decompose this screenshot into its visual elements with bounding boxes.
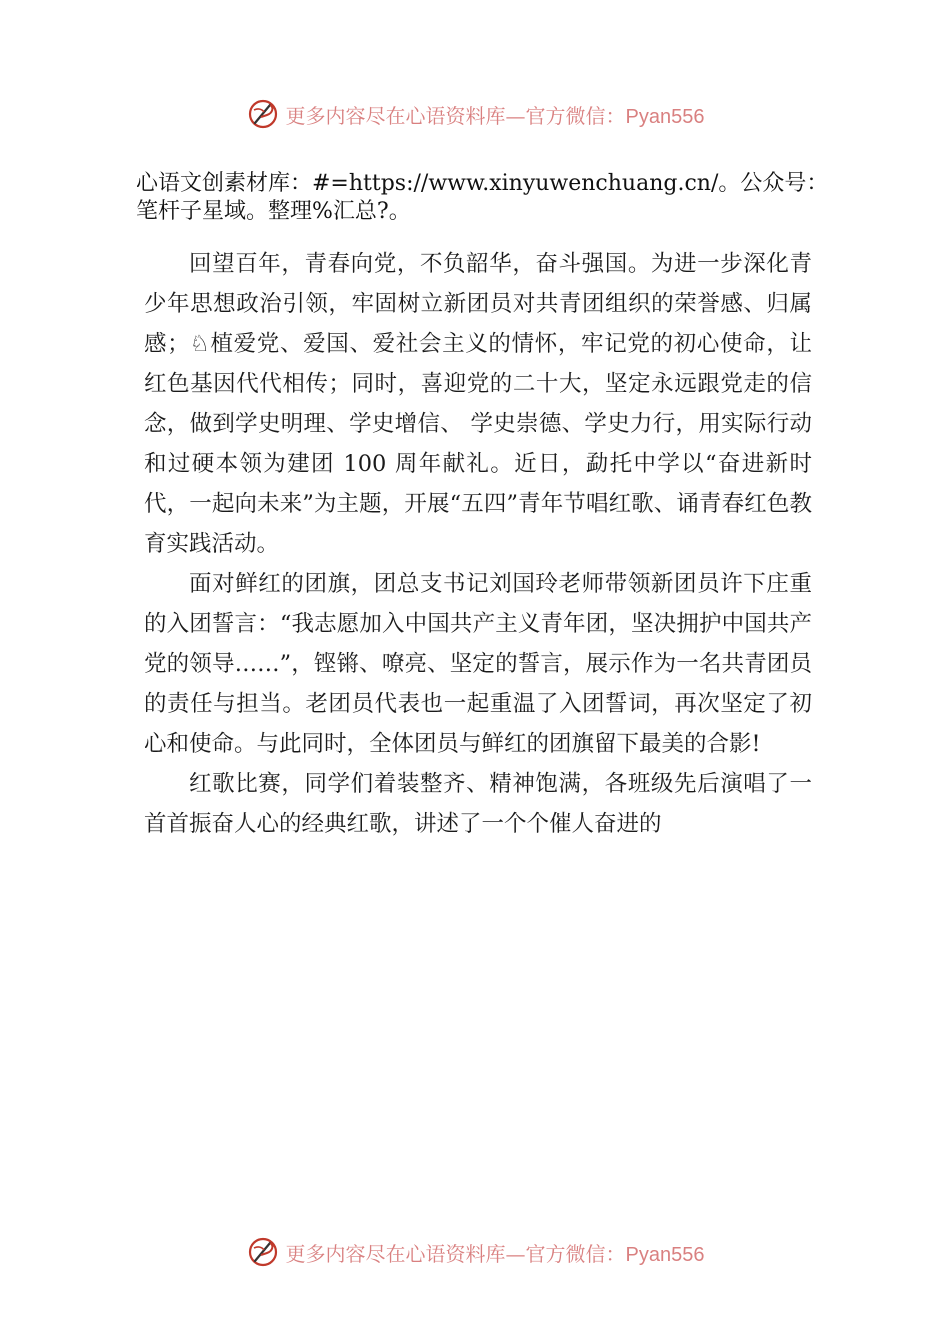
paragraph: 面对鲜红的团旗，团总支书记刘国玲老师带领新团员许下庄重的入团誓言：“我志愿加入中国共产主义青年团，坚决拥护中国共产党的领导……”，铿锵、嘹亮、坚定的誓言，展示作为一名共青团员的责任与担当。老团员代表也一起重温了入团誓词，再次坚定了初心和使命。与此同时，全体团员与鲜红的团旗留下最美的合影! bbox=[144, 571, 812, 757]
footer-wechat-id: Pyan556 bbox=[625, 1243, 705, 1266]
source-line: 心语文创素材库：#=https://www.xinyuwenchuang.cn/。公众号：笔杆子星域。整理%汇总?。 bbox=[136, 171, 829, 224]
quill-logo-icon bbox=[246, 97, 280, 131]
paragraph: 红歌比赛，同学们着装整齐、精神饱满，各班级先后演唱了一首首振奋人心的经典红歌，讲述了一个个催人奋进的 bbox=[144, 771, 812, 837]
footer-banner bbox=[0, 1232, 950, 1272]
header-slogan: 更多内容尽在心语资料库—官方微信：Pyan556 bbox=[285, 103, 705, 128]
paragraph: 回望百年，青春向党，不负韶华，奋斗强国。为进一步深化青少年思想政治引领，牢固树立新团员对共青团组织的荣誉感、归属感；♘植爱党、爱国、爱社会主义的情怀，牢记党的初心使命，让红色基因代代相传；同时，喜迎党的二十大，坚定永远跟党走的信念，做到学史明理、学史增信、 学史崇德、学史力行，用实际行动和过硬本领为建团 100 周年献礼。近日，勐托中学以“奋进新时代，一起向未来”为主题，开展“五四”青年节唱红歌、诵青春红色教育实践活动。 bbox=[144, 251, 812, 557]
quill-logo-icon bbox=[246, 1235, 280, 1269]
header-wechat-id: Pyan556 bbox=[625, 105, 705, 128]
header-banner bbox=[0, 94, 950, 134]
footer-slogan: 更多内容尽在心语资料库—官方微信：Pyan556 bbox=[285, 1241, 705, 1266]
article-body bbox=[144, 244, 812, 844]
